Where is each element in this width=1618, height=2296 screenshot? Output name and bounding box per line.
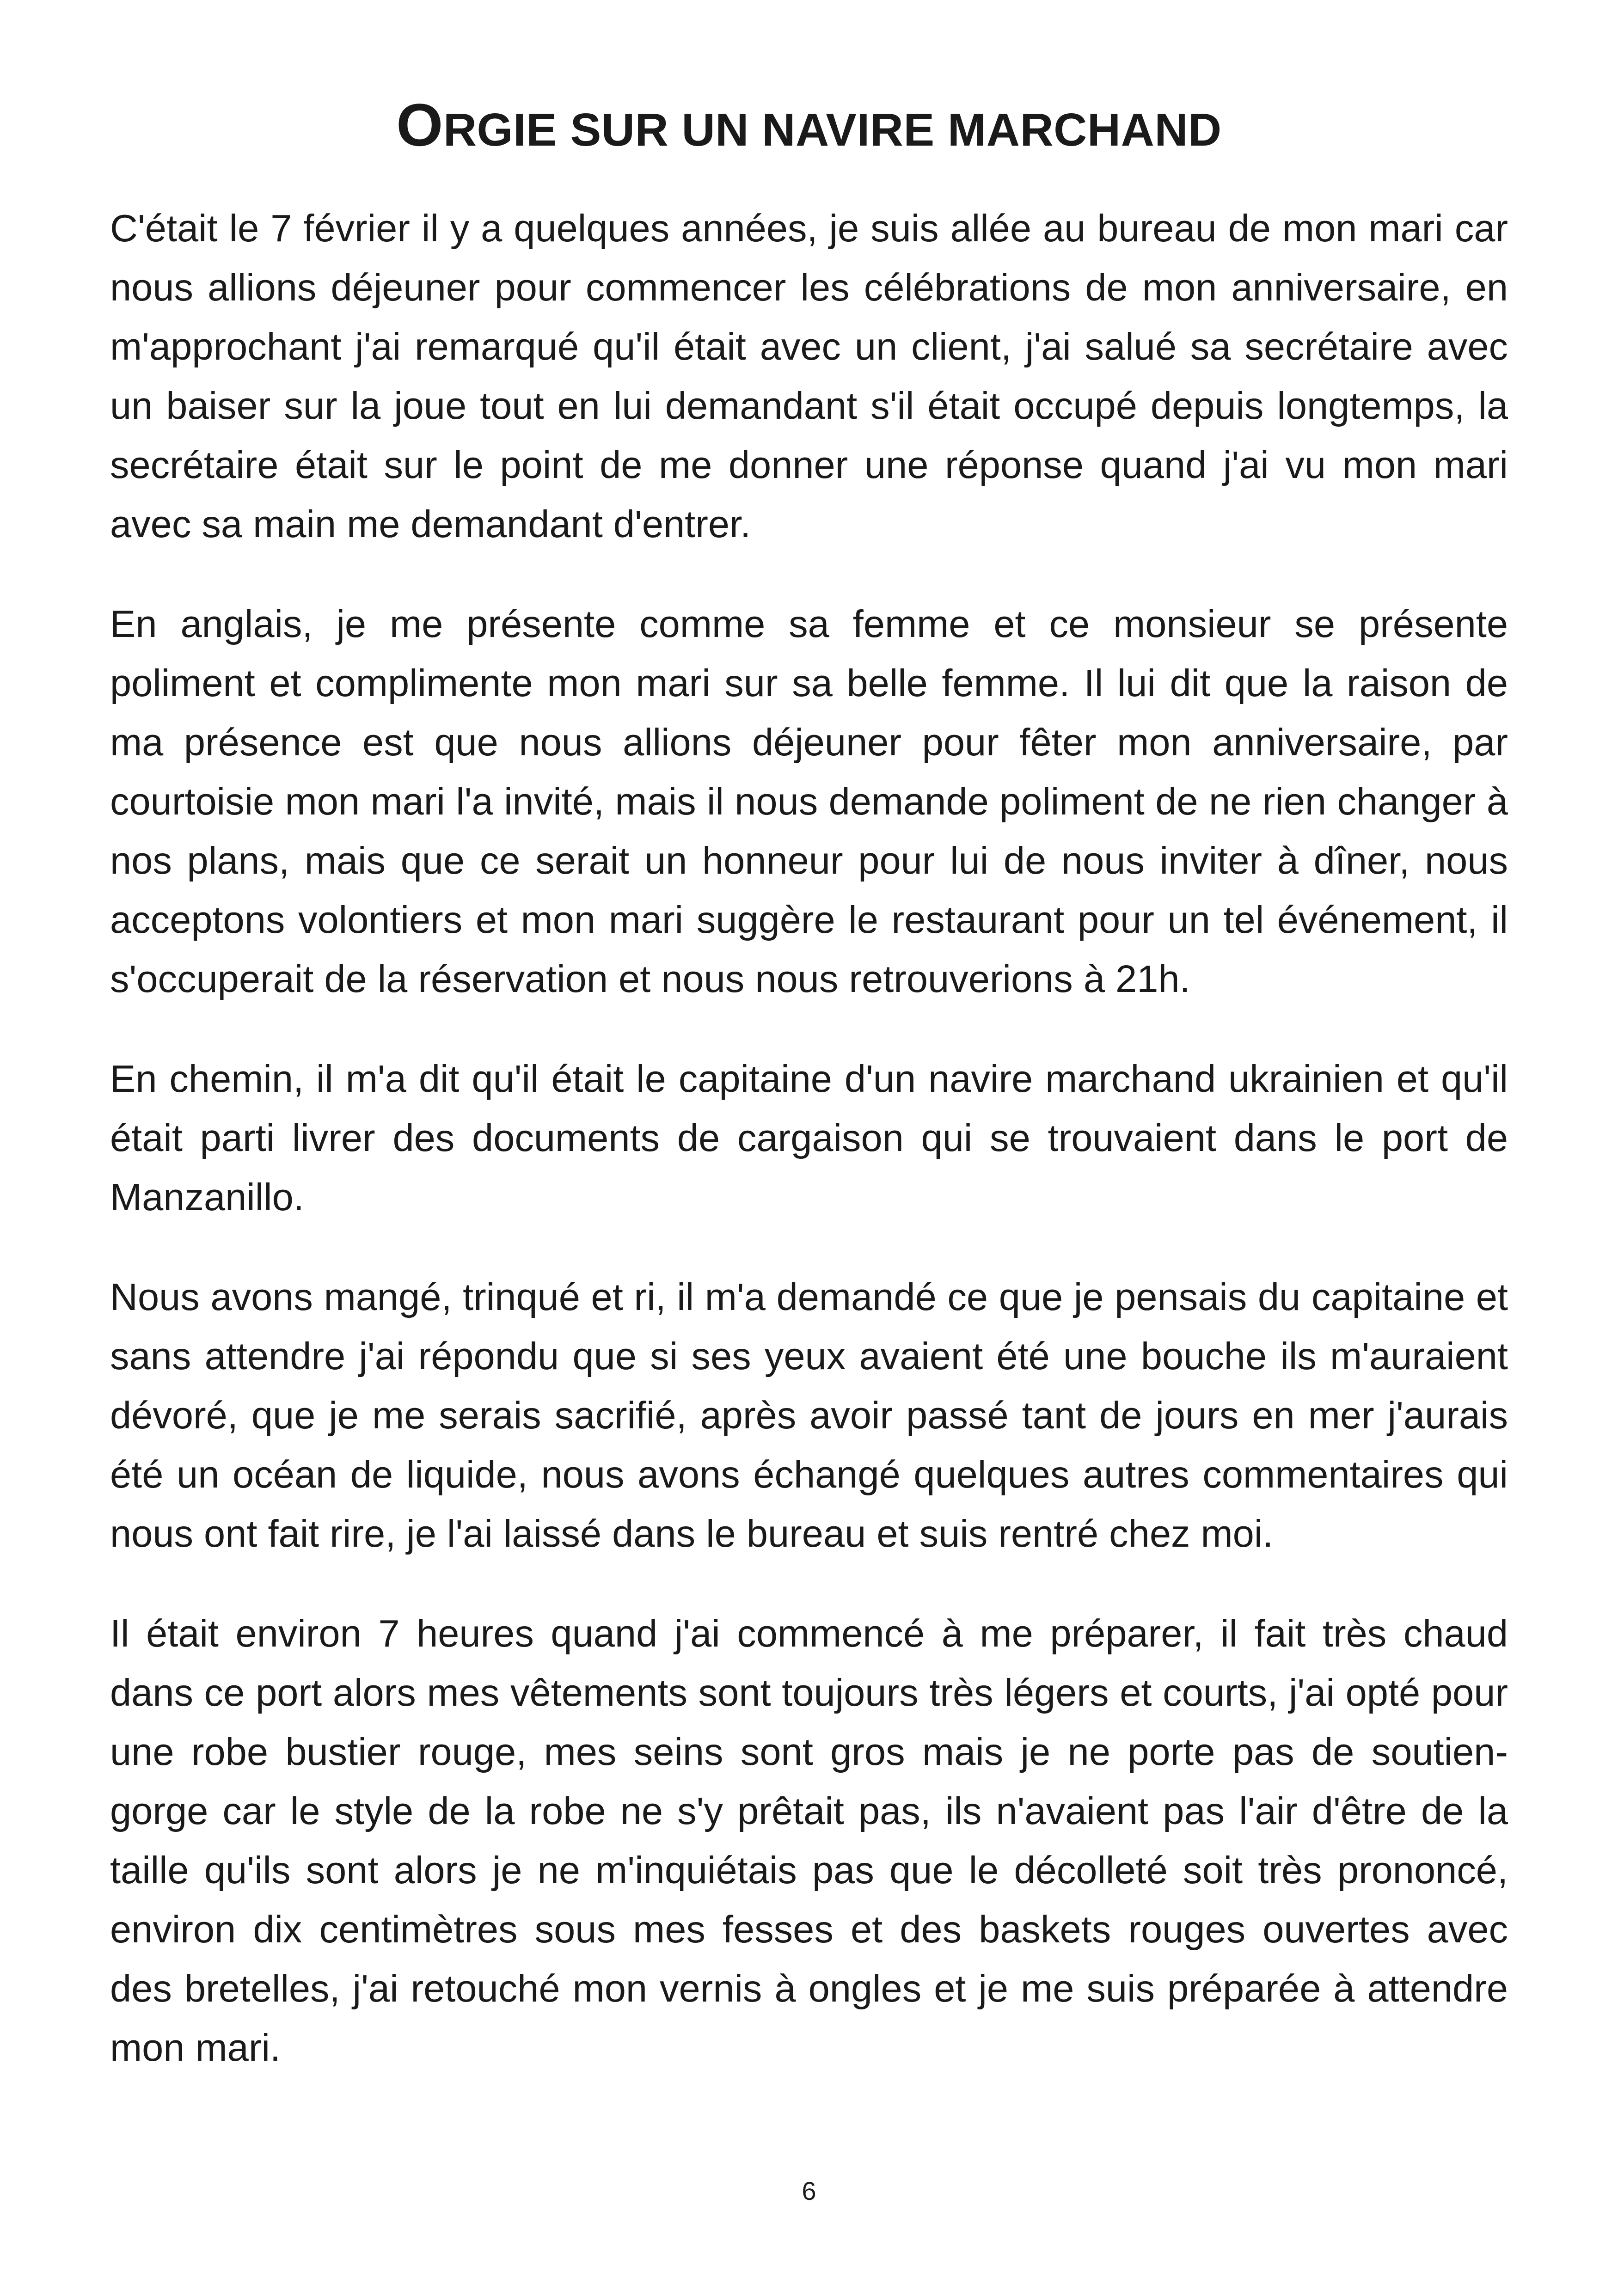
page-number: 6: [802, 2176, 816, 2205]
paragraph: Il était environ 7 heures quand j'ai commencé à me préparer, il fait très chaud dans ce port alors mes vêtements sont toujours très légers et courts, j'ai opté pour une robe bustier rouge, mes seins sont gros mais je ne porte pas de soutien-gorge car le style de la robe ne s'y prêtait pas, ils n'avaient pas l'air d'être de la taille qu'ils sont alors je ne m'inquiétais pas que le décolleté soit très prononcé, environ dix centimètres sous mes fesses et des baskets rouges ouvertes avec des bretelles, j'ai retouché mon vernis à ongles et je me suis préparée à attendre mon mari.: [110, 1612, 1508, 2069]
body-text: [110, 199, 1508, 2118]
paragraph: Nous avons mangé, trinqué et ri, il m'a demandé ce que je pensais du capitaine et sans attendre j'ai répondu que si ses yeux avaient été une bouche ils m'auraient dévoré, que je me serais sacrifié, après avoir passé tant de jours en mer j'aurais été un océan de liquide, nous avons échangé quelques autres commentaires qui nous ont fait rire, je l'ai laissé dans le bureau et suis rentré chez moi.: [110, 1275, 1508, 1555]
document-page: [110, 0, 1508, 2296]
paragraph: En anglais, je me présente comme sa femme et ce monsieur se présente poliment et complimente mon mari sur sa belle femme. Il lui dit que la raison de ma présence est que nous allions déjeuner pour fêter mon anniversaire, par courtoisie mon mari l'a invité, mais il nous demande poliment de ne rien changer à nos plans, mais que ce serait un honneur pour lui de nous inviter à dîner, nous acceptons volontiers et mon mari suggère le restaurant pour un tel événement, il s'occuperait de la réservation et nous nous retrouverions à 21h.: [110, 602, 1508, 1000]
paragraph: En chemin, il m'a dit qu'il était le capitaine d'un navire marchand ukrainien et qu'il était parti livrer des documents de cargaison qui se trouvaient dans le port de Manzanillo.: [110, 1057, 1508, 1218]
paragraph: C'était le 7 février il y a quelques années, je suis allée au bureau de mon mari car nous allions déjeuner pour commencer les célébrations de mon anniversaire, en m'approchant j'ai remarqué qu'il était avec un client, j'ai salué sa secrétaire avec un baiser sur la joue tout en lui demandant s'il était occupé depuis longtemps, la secrétaire était sur le point de me donner une réponse quand j'ai vu mon mari avec sa main me demandant d'entrer.: [110, 207, 1508, 545]
chapter-title: [110, 91, 1508, 160]
chapter-title-rest: RGIE SUR UN NAVIRE MARCHAND: [443, 104, 1222, 156]
chapter-title-initial: O: [396, 91, 443, 159]
